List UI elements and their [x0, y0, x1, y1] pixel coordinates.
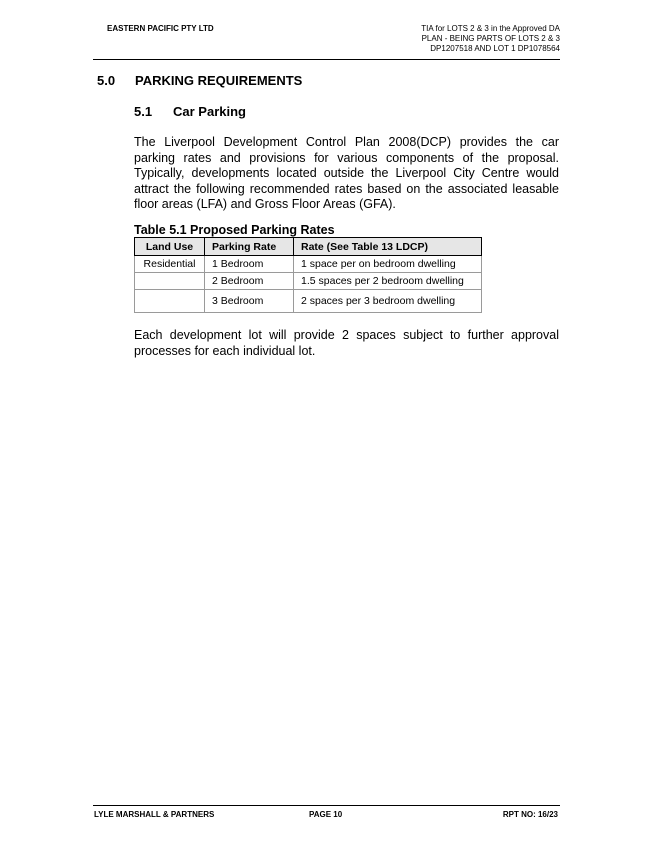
header-divider — [93, 59, 560, 60]
page-number: PAGE 10 — [309, 810, 343, 819]
table-row — [135, 256, 482, 273]
table-row — [135, 290, 482, 313]
table-cell: 1 Bedroom — [205, 256, 294, 273]
header-company: EASTERN PACIFIC PTY LTD — [107, 24, 214, 33]
header-title-line: TIA for LOTS 2 & 3 in the Approved DA — [421, 24, 560, 33]
footer-divider — [93, 805, 560, 806]
subsection-number: 5.1 — [134, 104, 153, 119]
column-header-parking-rate: Parking Rate — [205, 238, 294, 256]
section-title: PARKING REQUIREMENTS — [135, 73, 303, 88]
header-title-line: PLAN - BEING PARTS OF LOTS 2 & 3 — [421, 34, 560, 43]
table-caption: Table 5.1 Proposed Parking Rates — [134, 223, 335, 237]
table-cell: 2 Bedroom — [205, 273, 294, 290]
table-cell: 2 spaces per 3 bedroom dwelling — [294, 290, 482, 313]
subsection-heading — [134, 104, 246, 119]
header-document-title — [300, 24, 560, 54]
header-title-line: DP1207518 AND LOT 1 DP1078564 — [430, 44, 560, 53]
closing-paragraph: Each development lot will provide 2 spaces subject to further approval processes for each individual lot. — [134, 328, 559, 358]
table-header-row — [135, 238, 482, 256]
subsection-title: Car Parking — [173, 104, 246, 119]
report-number: RPT NO: 16/23 — [502, 810, 558, 819]
table-cell: 1.5 spaces per 2 bedroom dwelling — [294, 273, 482, 290]
table-cell — [135, 290, 205, 313]
table-cell: 1 space per on bedroom dwelling — [294, 256, 482, 273]
table-cell: Residential — [135, 256, 205, 273]
column-header-land-use: Land Use — [135, 238, 205, 256]
footer-company: LYLE MARSHALL & PARTNERS — [94, 810, 215, 819]
section-heading — [97, 73, 302, 88]
table-cell — [135, 273, 205, 290]
column-header-rate: Rate (See Table 13 LDCP) — [294, 238, 482, 256]
intro-paragraph: The Liverpool Development Control Plan 2008(DCP) provides the car parking rates and provisions for various components of the proposal. Typically, developments located outside the Liverpool City Centre would attract the following recommended rates based on the associated leasable floor areas (LFA) and Gross Floor Areas (GFA). — [134, 135, 559, 211]
section-number: 5.0 — [97, 73, 116, 88]
table-row — [135, 273, 482, 290]
parking-rates-table — [134, 237, 482, 313]
table-cell: 3 Bedroom — [205, 290, 294, 313]
